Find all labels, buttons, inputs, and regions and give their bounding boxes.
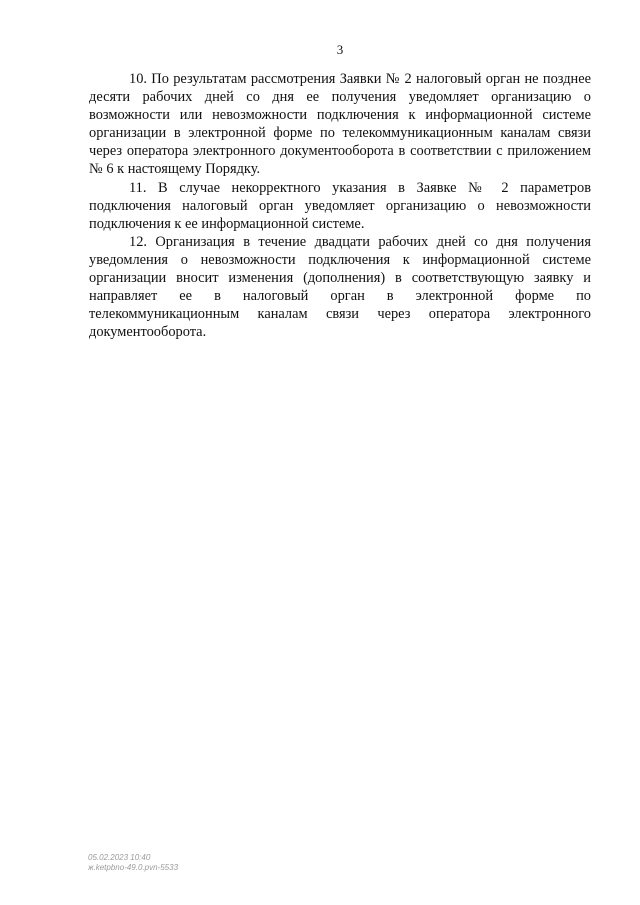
footer-document-id: ж.ketpbno-49.0.pvn-5533 [88, 863, 179, 872]
document-body [89, 70, 591, 341]
footer-timestamp: 05.02.2023 10:40 [88, 853, 151, 862]
page-number: 3 [336, 42, 344, 57]
paragraph-11: 11. В случае некорректного указания в Заявке № 2 параметров подключения налоговый орган уведомляет организацию о невозможности подключения к ее информационной системе. [89, 179, 591, 232]
paragraph-10: 10. По результатам рассмотрения Заявки № 2 налоговый орган не позднее десяти рабочих дней со дня ее получения уведомляет организацию о возможности или невозможности подключения к информационной системе организации в электронной форме по телекоммуникационным каналам связи через оператора электронного документооборота в соответствии с приложением № 6 к настоящему Порядку. [89, 71, 591, 178]
footer-stamp [88, 853, 178, 873]
paragraph-12: 12. Организация в течение двадцати рабочих дней со дня получения уведомления о невозможности подключения к информационной системе организации вносит изменения (дополнения) в соответствующую заявку и направляет ее в налоговый орган в электронной форме по телекоммуникационным каналам связи через оператора электронного документооборота. [89, 233, 591, 341]
